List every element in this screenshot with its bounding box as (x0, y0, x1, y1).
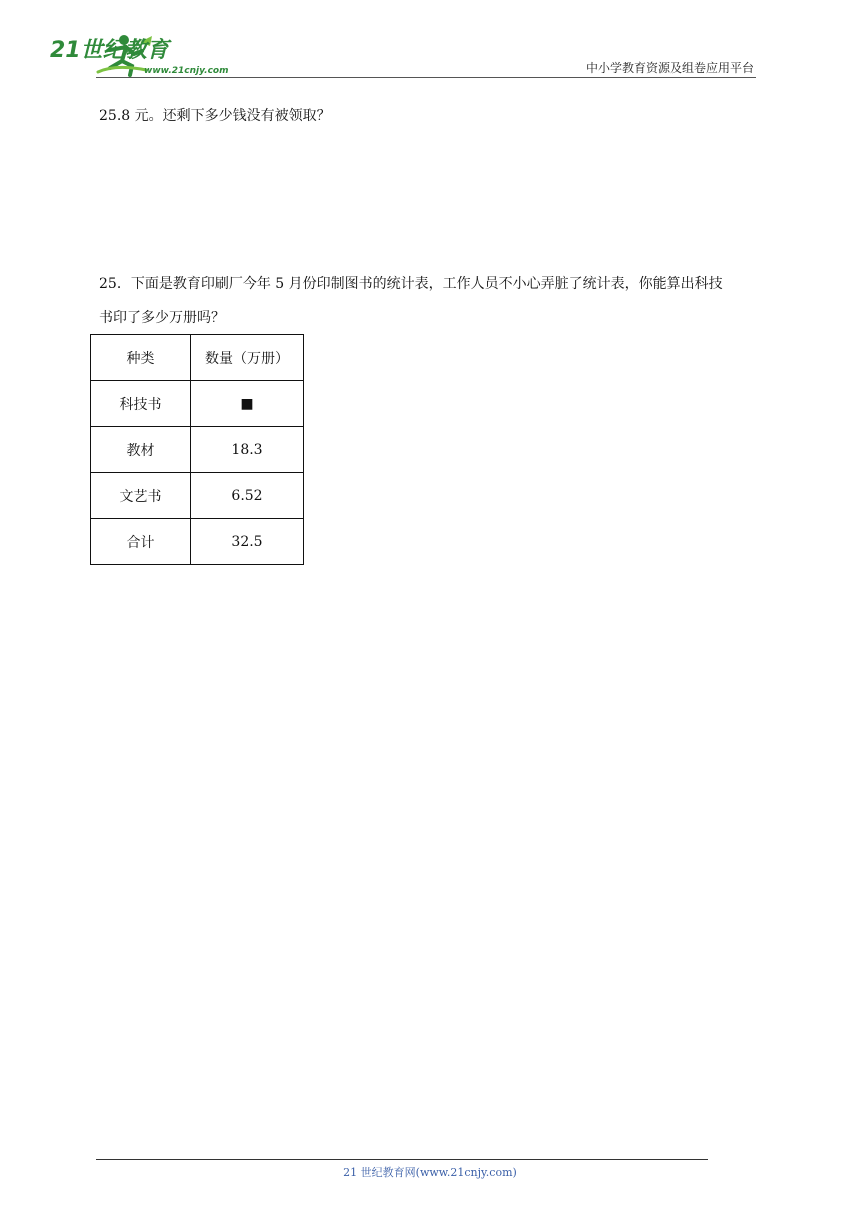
table-header-row (91, 335, 304, 381)
table-cell-category: 教材 (91, 427, 191, 473)
logo-wordmark: 21世纪教育 (50, 38, 169, 63)
logo-url[interactable]: www.21cnjy.com (144, 66, 229, 76)
platform-title: 中小学教育资源及组卷应用平台 (585, 61, 754, 75)
table-cell-category: 科技书 (91, 381, 191, 427)
previous-question-tail: 25.8 元。还剩下多少钱没有被领取？ (99, 108, 331, 124)
header-divider (96, 77, 756, 78)
book-statistics-table (90, 334, 304, 565)
page-header (0, 0, 860, 80)
footer-link[interactable]: 21 世纪教育网(www.21cnjy.com) (343, 1166, 517, 1179)
table-row (91, 473, 304, 519)
table-cell-quantity-smudged: ■ (191, 381, 304, 427)
header-cell-quantity: 数量（万册） (191, 335, 304, 381)
table-cell-category: 合计 (91, 519, 191, 565)
table-row (91, 519, 304, 565)
table-cell-category: 文艺书 (91, 473, 191, 519)
table-cell-quantity: 18.3 (191, 427, 304, 473)
question-25-line1: 25．下面是教育印刷厂今年 5 月份印制图书的统计表，工作人员不小心弄脏了统计表，你能算出科技 (99, 276, 723, 292)
table-cell-quantity: 32.5 (191, 519, 304, 565)
table-row (91, 427, 304, 473)
table-row (91, 381, 304, 427)
table-cell-quantity: 6.52 (191, 473, 304, 519)
question-25-line2: 书印了多少万册吗？ (99, 310, 225, 326)
header-cell-category: 种类 (91, 335, 191, 381)
footer-divider (96, 1159, 708, 1160)
